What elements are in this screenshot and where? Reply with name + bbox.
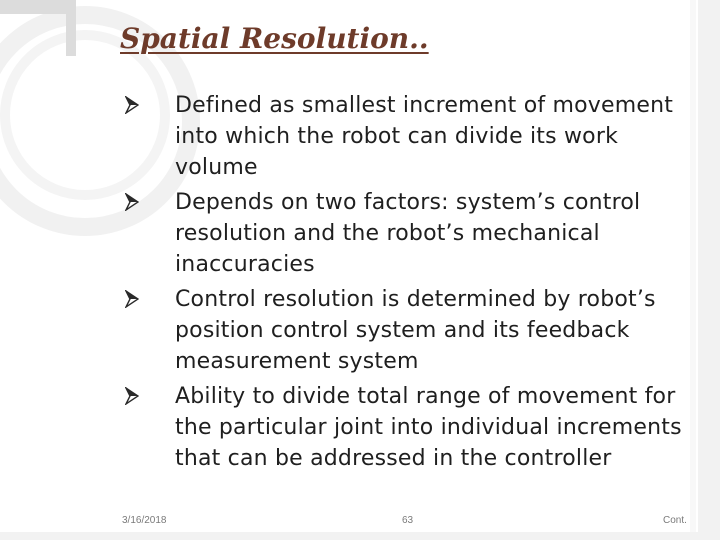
bullet-item [132, 187, 692, 280]
bullet-text: Control resolution is determined by robot’s position control system and its feedback measurement system [175, 287, 656, 374]
footer-page-number: 63 [402, 515, 414, 526]
decorative-bottom-bar [0, 532, 720, 540]
arrow-bullet-icon [125, 387, 139, 405]
decorative-right-bar [698, 0, 720, 540]
slide-title: Spatial Resolution.. [120, 22, 429, 55]
arrow-bullet-icon [125, 290, 139, 308]
bullet-text: Depends on two factors: system’s control resolution and the robot’s mechanical inaccuracies [175, 190, 641, 277]
arrow-bullet-icon [125, 193, 139, 211]
footer-date: 3/16/2018 [122, 515, 167, 526]
decorative-corner-stripe [66, 0, 76, 56]
arrow-bullet-icon [125, 96, 139, 114]
bullet-item [132, 284, 692, 377]
bullet-item [132, 90, 692, 183]
bullet-list [132, 90, 692, 474]
bullet-text: Ability to divide total range of movement for the particular joint into individual increments that can be addressed in the controller [175, 384, 682, 471]
decorative-corner-bar [0, 0, 76, 14]
bullet-item [132, 381, 692, 474]
footer-continuation: Cont. [663, 515, 687, 526]
bullet-text: Defined as smallest increment of movement into which the robot can divide its work volume [175, 93, 674, 180]
